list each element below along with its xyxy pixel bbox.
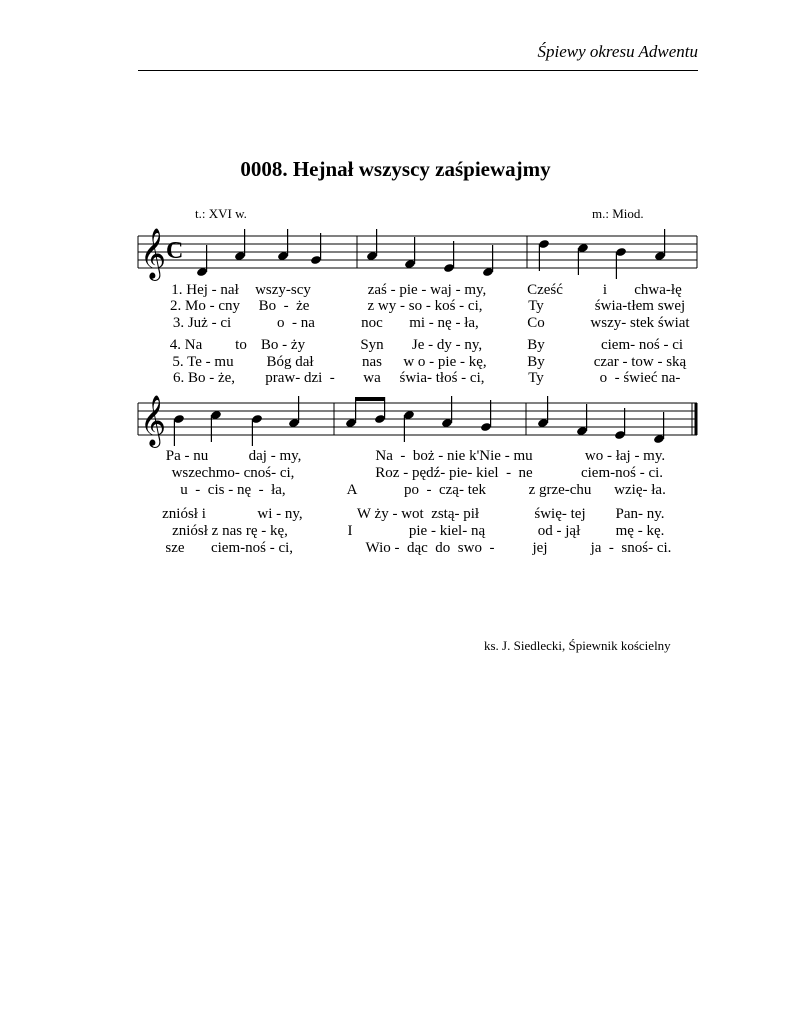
lyric-syllable: Je - dy - ny, [411, 337, 483, 353]
lyric-syllable: Bóg dał [266, 354, 314, 370]
lyric-syllable: I [347, 523, 353, 539]
lyric-syllable: wzię- ła. [614, 482, 666, 498]
lyric-syllable: wa [363, 370, 381, 386]
lyric-syllable: Cześć [527, 282, 563, 298]
treble-clef-icon: 𝄞 [140, 228, 167, 279]
lyric-syllable: świa-tłem swej [594, 298, 686, 314]
lyric-syllable: wo - łaj - my. [584, 448, 666, 464]
running-header: Śpiewy okresu Adwentu [537, 42, 698, 61]
lyric-syllable: świa- tłoś - ci, [399, 370, 485, 386]
lyric-syllable: Bo - że [258, 298, 310, 314]
lyric-syllable: noc [361, 315, 383, 331]
lyric-syllable: nas [362, 354, 382, 370]
lyric-syllable: Pa - nu [165, 448, 209, 464]
lyric-syllable: Wio - dąc do swo - [365, 540, 495, 556]
lyric-syllable: wi - ny, [257, 506, 303, 522]
lyric-syllable: Ty [528, 370, 544, 386]
lyric-syllable: ciem- noś - ci [600, 337, 684, 353]
lyric-syllable: sze [165, 540, 185, 556]
lyric-syllable: od - jął [537, 523, 581, 539]
lyric-syllable: w o - pie - kę, [403, 354, 487, 370]
lyric-syllable: wszy- stek świat [590, 315, 690, 331]
lyric-syllable: po - czą- tek [403, 482, 487, 498]
song-title: 0008. Hejnał wszyscy zaśpiewajmy [240, 157, 551, 181]
lyric-syllable: By [527, 354, 545, 370]
lyric-syllable: i [602, 282, 608, 298]
lyric-syllable: Ty [528, 298, 544, 314]
lyric-syllable: 2. Mo - cny [170, 298, 240, 314]
lyric-syllable: świę- tej [534, 506, 586, 522]
lyric-syllable: o - na [277, 315, 315, 331]
lyric-syllable: mi - nę - ła, [409, 315, 479, 331]
lyric-syllable: daj - my, [248, 448, 302, 464]
lyric-syllable: mę - kę. [615, 523, 665, 539]
lyric-syllable: Syn [360, 337, 384, 353]
lyric-syllable: o - świeć na- [599, 370, 681, 386]
lyric-syllable: Bo - ży [260, 337, 306, 353]
lyric-syllable: wszy-scy [255, 282, 311, 298]
text-credit: t.: XVI w. [195, 206, 247, 221]
lyric-syllable: zniósł i [162, 506, 206, 522]
lyric-syllable: jej [532, 540, 548, 556]
lyric-syllable: z grze-chu [528, 482, 592, 498]
lyric-syllable: Na - boż - nie k'Nie - mu [375, 448, 533, 464]
lyric-syllable: ciem-noś - ci. [580, 465, 664, 481]
lyric-syllable: 6. Bo - że, [172, 370, 236, 386]
lyric-syllable: ja - snoś- ci. [590, 540, 672, 556]
lyric-syllable: A [346, 482, 358, 498]
lyric-syllable: czar - tow - ską [593, 354, 687, 370]
lyric-syllable: zniósł z nas rę - kę, [172, 523, 288, 539]
lyric-syllable: By [527, 337, 545, 353]
lyric-syllable: z wy - so - koś - ci, [367, 298, 483, 314]
source-credit: ks. J. Siedlecki, Śpiewnik kościelny [484, 638, 671, 653]
lyric-syllable: ciem-noś - ci, [210, 540, 294, 556]
lyric-syllable: W ży - wot zstą- pił [356, 506, 480, 522]
treble-clef-icon: 𝄞 [140, 395, 167, 446]
lyric-syllable: 4. Na [169, 337, 203, 353]
lyric-syllable: chwa-łę [634, 282, 682, 298]
lyric-syllable: 3. Już - ci [172, 315, 232, 331]
lyric-syllable: pie - kiel- ną [408, 523, 486, 539]
time-signature: C [166, 238, 184, 264]
lyric-syllable: 1. Hej - nał [171, 282, 239, 298]
lyric-syllable: 5. Te - mu [172, 354, 234, 370]
lyric-syllable: Pan- ny. [615, 506, 665, 522]
music-credit: m.: Miod. [592, 206, 644, 221]
lyric-syllable: praw- dzi - [265, 370, 335, 386]
lyric-syllable: Roz - pędź- pie- kiel - ne [375, 465, 533, 481]
lyric-syllable: to [235, 337, 247, 353]
lyric-syllable: Co [527, 315, 545, 331]
lyric-syllable: zaś - pie - waj - my, [367, 282, 487, 298]
lyric-syllable: wszechmo- cnoś- ci, [171, 465, 295, 481]
lyric-syllable: u - cis - nę - ła, [180, 482, 286, 498]
